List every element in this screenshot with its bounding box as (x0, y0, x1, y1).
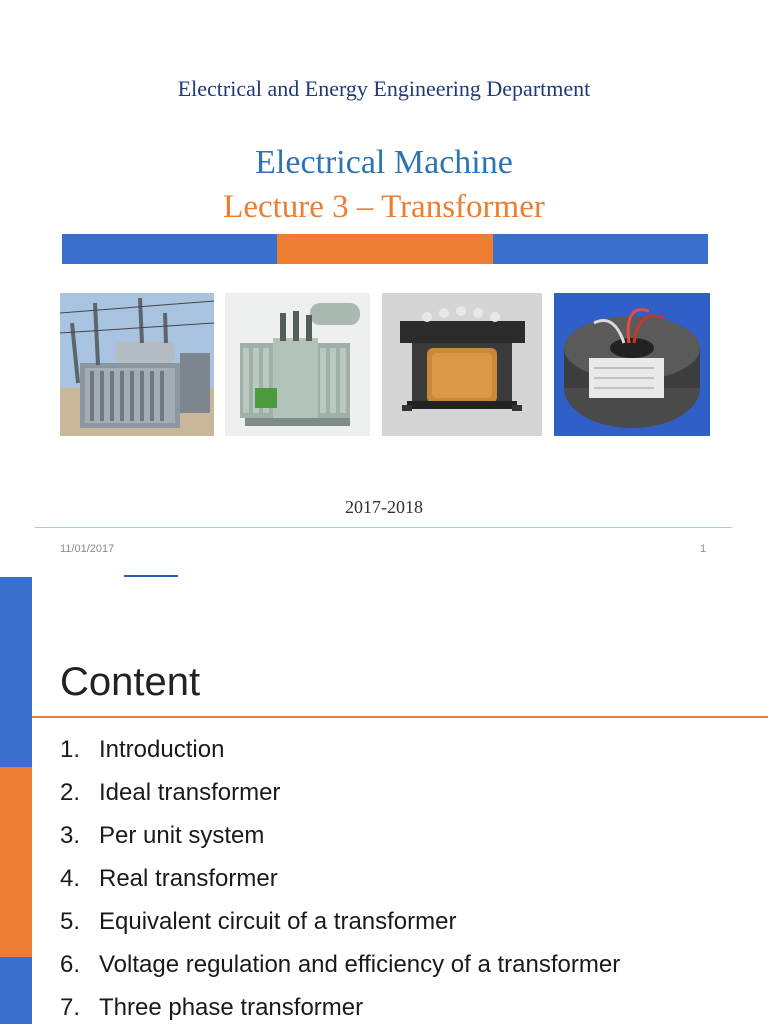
accent-bar-middle (277, 234, 493, 264)
list-item-number: 7. (60, 994, 81, 1021)
power-transformer-substation-image (60, 293, 214, 436)
list-item-label: Ideal transformer (99, 779, 281, 806)
footer-divider (35, 527, 732, 528)
academic-year: 2017-2018 (345, 497, 423, 517)
list-item-number: 2. (60, 779, 81, 806)
content-heading-rule (32, 716, 768, 718)
side-accent-blue-top (0, 577, 32, 767)
contents-list (60, 728, 620, 1029)
list-item-label: Three phase transformer (99, 994, 364, 1021)
page-number: 1 (700, 543, 707, 555)
accent-bar-right (493, 234, 708, 264)
footer-date: 11/01/2017 (60, 543, 115, 555)
list-item-label: Equivalent circuit of a transformer (99, 908, 457, 935)
laminated-core-transformer-image (382, 293, 542, 436)
slide-separator (124, 575, 178, 577)
list-item-label: Per unit system (99, 822, 265, 849)
department-name: Electrical and Energy Engineering Department (177, 76, 591, 101)
list-item-number: 3. (60, 822, 81, 849)
oil-immersed-transformer-image (225, 293, 370, 436)
list-item (60, 900, 620, 943)
list-item (60, 771, 620, 814)
toroidal-transformer-image (554, 293, 710, 436)
side-accent-blue-bottom (0, 957, 32, 1024)
list-item-number: 5. (60, 908, 81, 935)
lecture-title: Lecture 3 – Transformer (223, 189, 545, 225)
list-item-label: Real transformer (99, 865, 278, 892)
list-item-label: Voltage regulation and efficiency of a transformer (99, 951, 621, 978)
list-item (60, 986, 620, 1029)
list-item-number: 1. (60, 736, 81, 763)
content-heading: Content (60, 660, 201, 704)
course-title: Electrical Machine (255, 144, 513, 181)
list-item-label: Introduction (99, 736, 225, 763)
list-item-number: 4. (60, 865, 81, 892)
accent-bar-left (62, 234, 277, 264)
list-item (60, 857, 620, 900)
list-item (60, 814, 620, 857)
list-item (60, 943, 620, 986)
list-item (60, 728, 620, 771)
side-accent-orange (0, 767, 32, 957)
list-item-number: 6. (60, 951, 81, 978)
